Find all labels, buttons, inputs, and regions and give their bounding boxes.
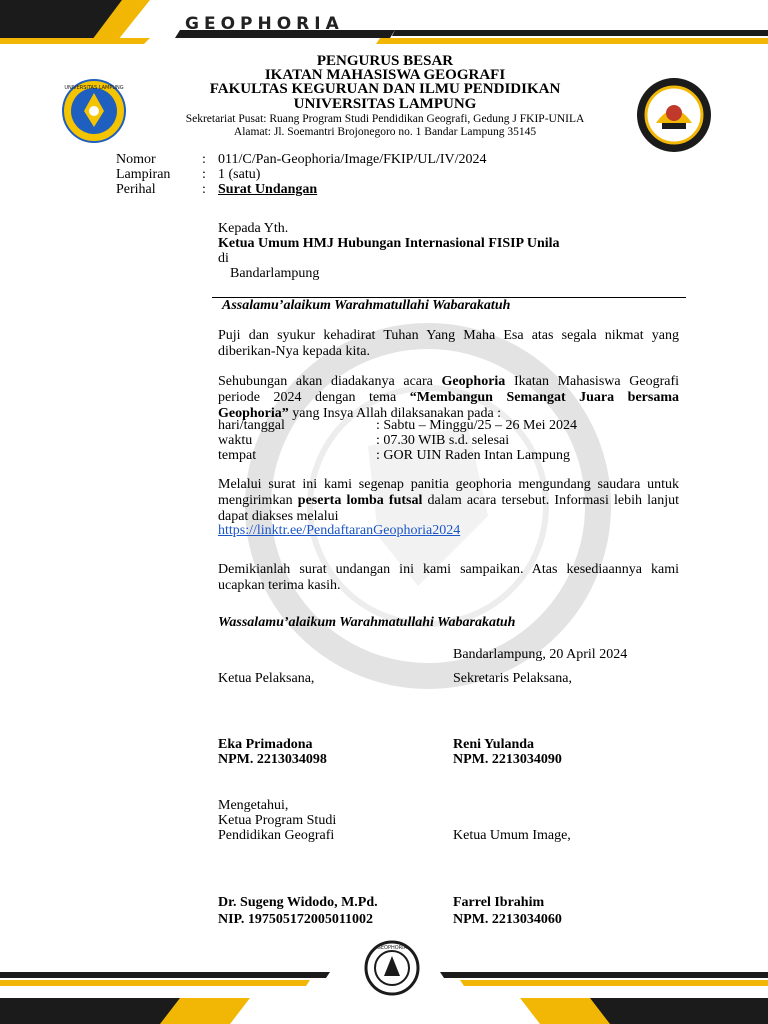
paragraph-3: [218, 477, 679, 525]
ack-right-name: Farrel Ibrahim: [453, 895, 545, 910]
svg-text:GEOPHORIA: GEOPHORIA: [376, 945, 408, 951]
detail-value: : 07.30 WIB s.d. selesai: [376, 433, 510, 448]
detail-label: hari/tanggal: [218, 418, 285, 433]
recipient-name: Ketua Umum HMJ Hubungan Internasional FISIP Unila: [218, 236, 560, 251]
recipient-place: Bandarlampung: [230, 266, 320, 281]
paragraph-1: Puji dan syukur kehadirat Tuhan Yang Maha Esa atas segala nikmat yang diberikan-Nya kepada kita.: [218, 328, 679, 359]
organization-logo: [636, 77, 712, 153]
svg-text:UNIVERSITAS LAMPUNG: UNIVERSITAS LAMPUNG: [64, 85, 124, 91]
meta-colon: :: [202, 182, 206, 197]
org-line-2: IKATAN MAHASISWA GEOGRAFI: [264, 67, 506, 83]
meta-value: Surat Undangan: [218, 182, 318, 197]
meta-key: Perihal: [116, 182, 156, 197]
address-line-2: Alamat: Jl. Soemantri Brojonegoro no. 1 Bandar Lampung 35145: [233, 126, 537, 138]
ack-left-id: NIP. 197505172005011002: [218, 912, 374, 927]
p2-text-c: Ikatan Mahasiswa Geografi periode 2024 dengan tema: [218, 374, 679, 405]
detail-label: tempat: [218, 448, 257, 463]
left-id: NPM. 2213034098: [218, 752, 327, 767]
detail-value: : GOR UIN Raden Intan Lampung: [376, 448, 571, 463]
university-logo: [62, 79, 126, 143]
recipient-di: di: [218, 251, 229, 266]
meta-value: 1 (satu): [218, 167, 261, 182]
registration-link[interactable]: https://linktr.ee/PendaftaranGeophoria2024: [218, 523, 461, 538]
closing: Wassalamu’alaikum Warahmatullahi Wabarakatuh: [218, 615, 516, 630]
ack-right-id: NPM. 2213034060: [453, 912, 562, 927]
header-banner: [0, 0, 768, 48]
recipient-to: Kepada Yth.: [218, 221, 289, 236]
p2-event: Geophoria: [441, 374, 506, 389]
place-date: Bandarlampung, 20 April 2024: [453, 647, 628, 662]
org-line-3: FAKULTAS KEGURUAN DAN ILMU PENDIDIKAN: [209, 81, 561, 97]
ack-role-1: Ketua Program Studi: [218, 813, 337, 828]
detail-value: : Sabtu – Minggu/25 – 26 Mei 2024: [376, 418, 578, 433]
brand-title: GEOPHORIA: [185, 14, 344, 34]
left-role: Ketua Pelaksana,: [218, 671, 315, 686]
org-line-4: UNIVERSITAS LAMPUNG: [293, 96, 477, 112]
meta-colon: :: [202, 167, 206, 182]
right-id: NPM. 2213034090: [453, 752, 562, 767]
p2-theme: “Membangun Semangat Juara bersama Geophoria”: [218, 390, 679, 421]
p3-text-c: dalam acara tersebut. Informasi lebih lanjut dapat diakses melalui: [218, 493, 679, 524]
left-name: Eka Primadona: [218, 737, 313, 752]
p3-highlight: peserta lomba futsal: [297, 493, 423, 508]
ack-left-name: Dr. Sugeng Widodo, M.Pd.: [218, 895, 378, 910]
greeting: Assalamu’alaikum Warahmatullahi Wabarakatuh: [222, 298, 511, 313]
ack-role-2: Pendidikan Geografi: [218, 828, 335, 843]
right-name: Reni Yulanda: [453, 737, 535, 752]
ack-label: Mengetahui,: [218, 798, 289, 813]
ack-right-role: Ketua Umum Image,: [453, 828, 571, 843]
meta-key: Lampiran: [116, 167, 171, 182]
p2-text-e: yang Insya Allah dilaksanakan pada :: [288, 406, 502, 421]
paragraph-2: [218, 374, 679, 422]
p3-text-a: Melalui surat ini kami segenap panitia geophoria mengundang saudara untuk mengirimkan: [218, 477, 679, 508]
meta-value: 011/C/Pan-Geophoria/Image/FKIP/UL/IV/2024: [218, 152, 487, 167]
org-line-1: PENGURUS BESAR: [316, 53, 454, 69]
detail-label: waktu: [218, 433, 253, 448]
footer-logo: [364, 940, 420, 996]
paragraph-4: Demikianlah surat undangan ini kami sampaikan. Atas kesediaannya kami ucapkan terima kasih.: [218, 562, 679, 593]
address-line-1: Sekretariat Pusat: Ruang Program Studi Pendidikan Geografi, Gedung J FKIP-UNILA: [185, 113, 585, 125]
meta-key: Nomor: [116, 152, 156, 167]
p2-text-a: Sehubungan akan diadakanya acara: [218, 374, 442, 389]
meta-colon: :: [202, 152, 206, 167]
right-role: Sekretaris Pelaksana,: [453, 671, 572, 686]
